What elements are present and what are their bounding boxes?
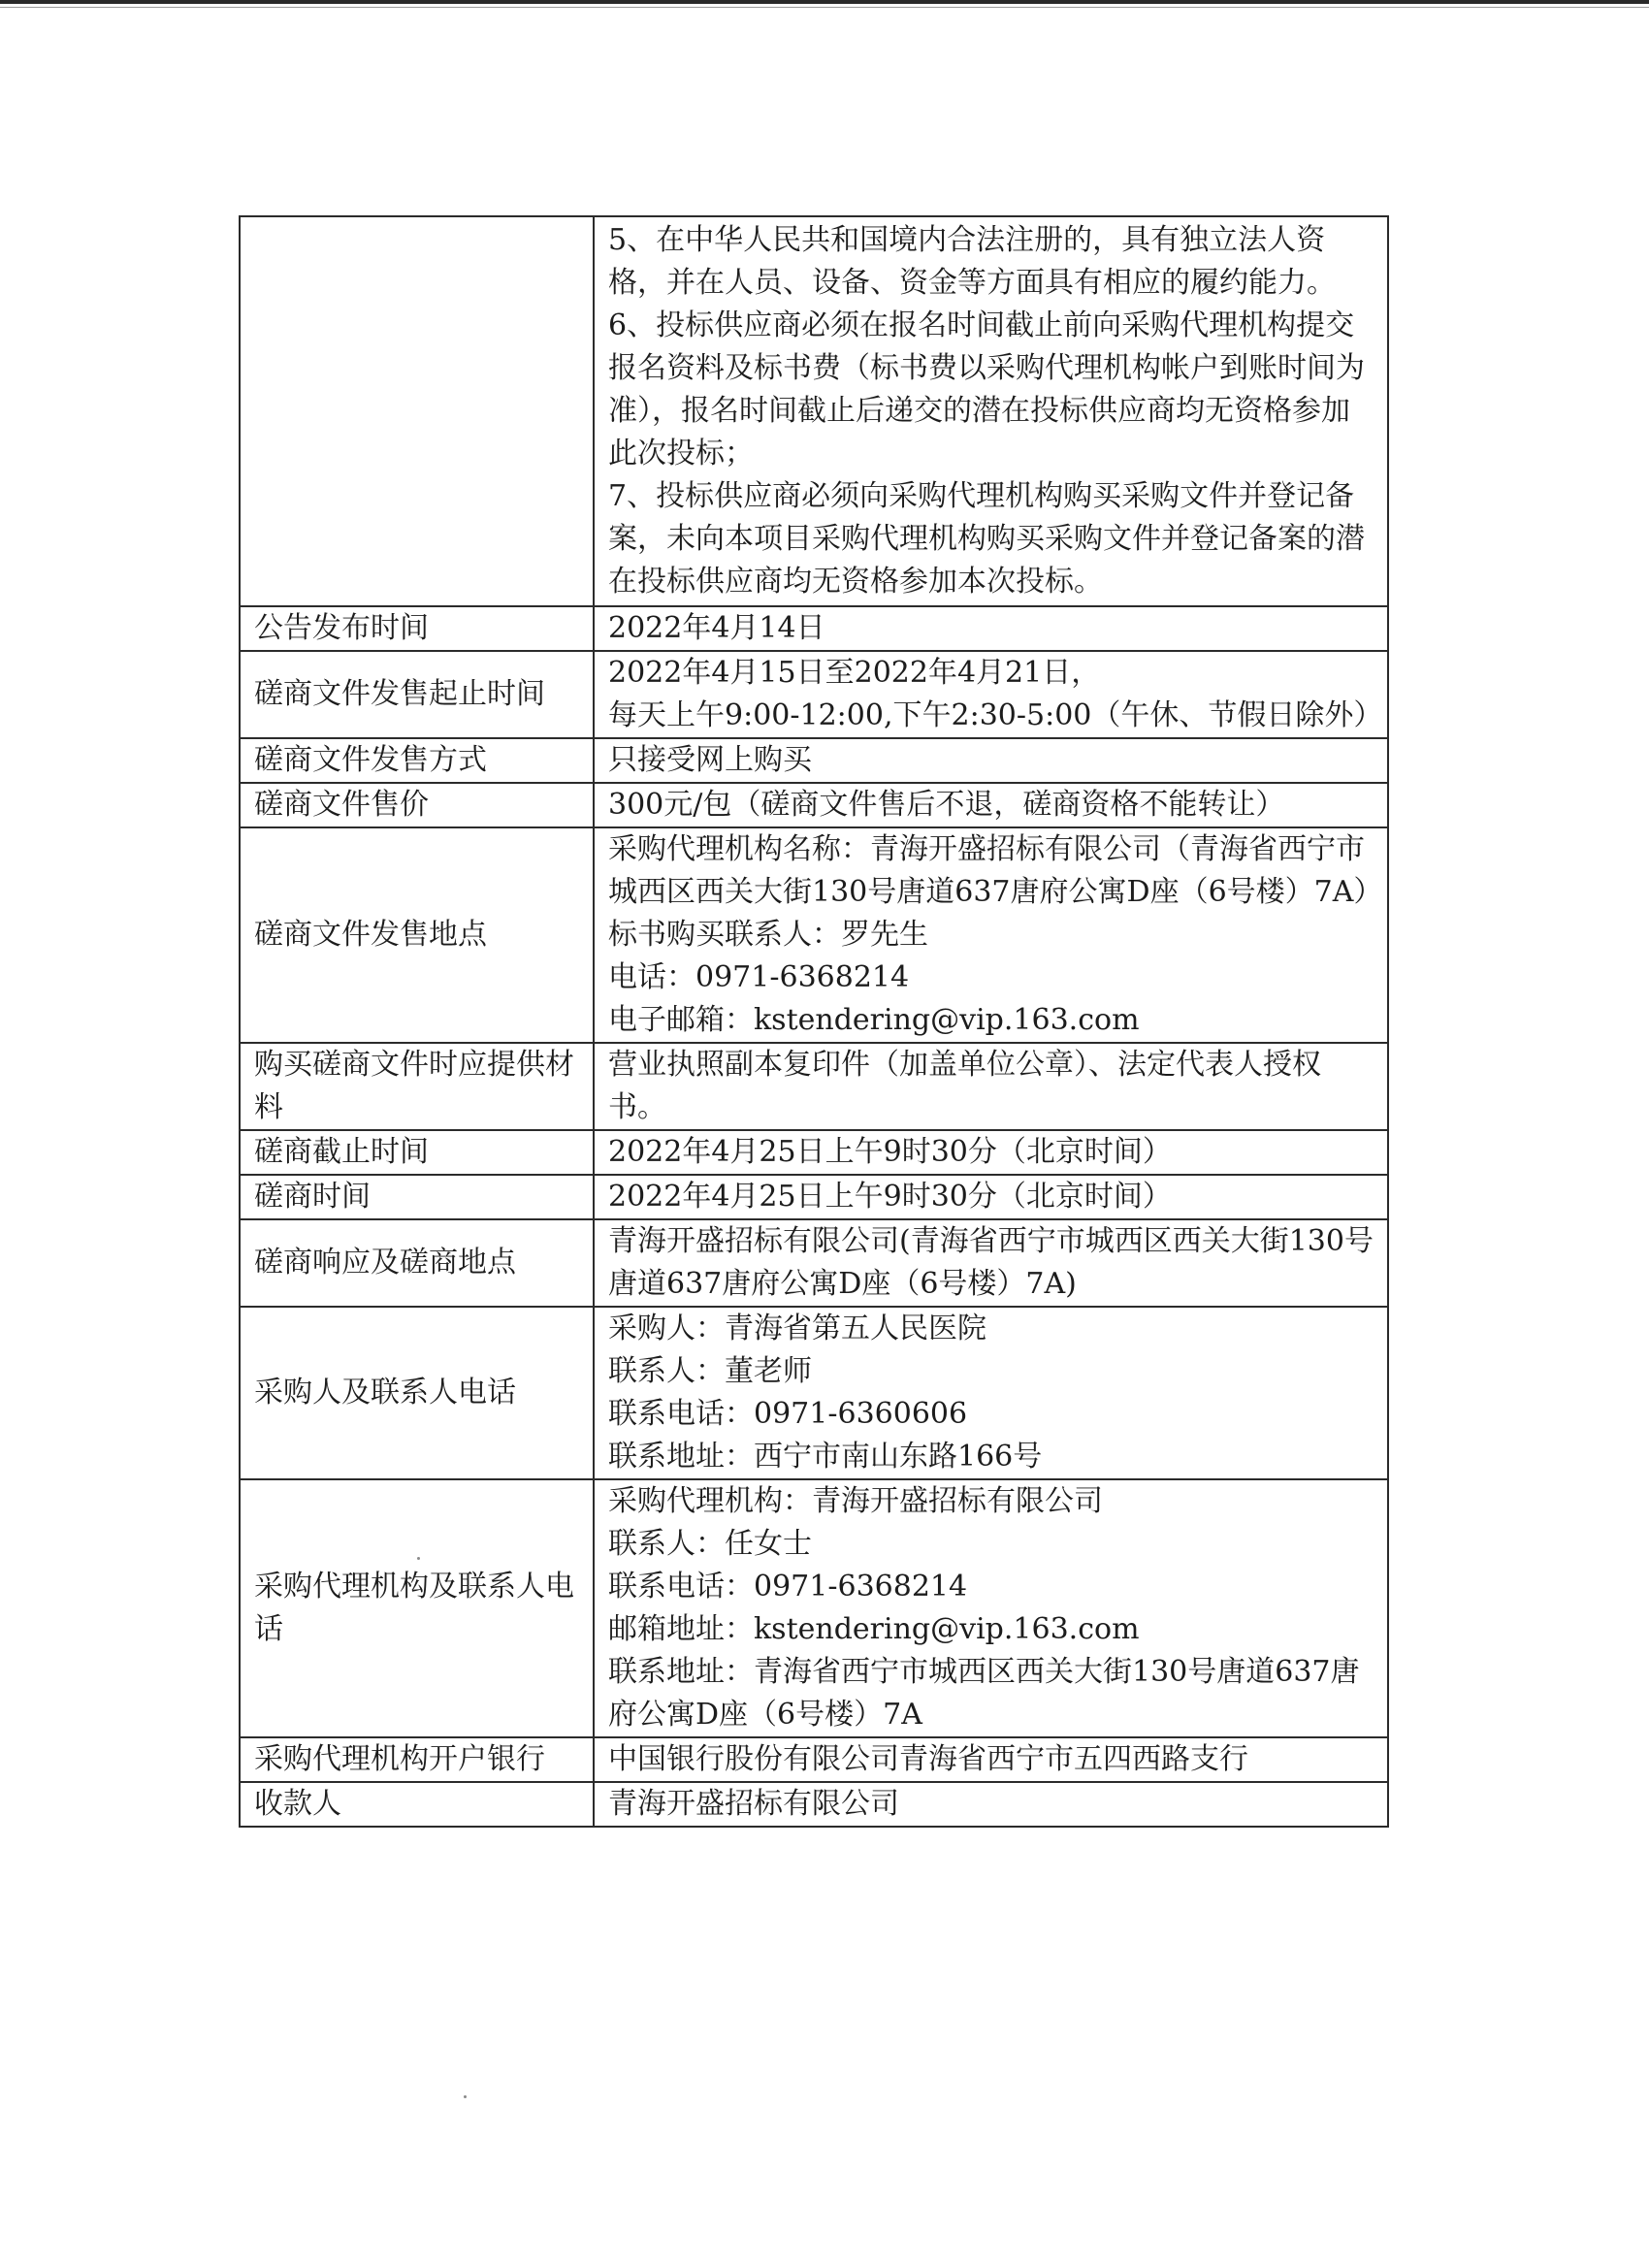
content-line: 每天上午9:00-12:00,下午2:30-5:00（午休、节假日除外）	[608, 698, 1383, 732]
row-label: 采购人及联系人电话	[240, 1307, 594, 1479]
scan-top-edge-shadow	[0, 7, 1649, 8]
row-content	[594, 651, 1388, 738]
content-line: 青海开盛招标有限公司(青海省西宁市城西区西关大街130号唐道637唐府公寓D座（6号楼）7A)	[608, 1224, 1374, 1301]
row-content	[594, 1219, 1388, 1307]
row-content	[594, 1737, 1388, 1782]
content-line: 采购代理机构名称：青海开盛招标有限公司（青海省西宁市城西区西关大街130号唐道637唐府公寓D座（6号楼）7A）	[608, 832, 1383, 909]
content-line: 联系地址：西宁市南山东路166号	[608, 1440, 1043, 1474]
row-content	[594, 1175, 1388, 1219]
table-row	[240, 1307, 1388, 1479]
row-content	[594, 606, 1388, 651]
table-row	[240, 606, 1388, 651]
row-content	[594, 1043, 1388, 1130]
row-content	[594, 1130, 1388, 1175]
content-line: 联系电话：0971-6368214	[608, 1570, 968, 1604]
content-line: 2022年4月25日上午9时30分（北京时间）	[608, 1135, 1172, 1169]
row-content	[594, 738, 1388, 783]
table-row	[240, 651, 1388, 738]
table-row	[240, 1737, 1388, 1782]
row-label: 购买磋商文件时应提供材料	[240, 1043, 594, 1130]
content-line: 2022年4月15日至2022年4月21日，	[608, 656, 1101, 690]
table-row	[240, 216, 1388, 606]
table-row	[240, 738, 1388, 783]
content-line: 采购代理机构：青海开盛招标有限公司	[608, 1484, 1103, 1518]
row-label	[240, 216, 594, 606]
content-line: 电子邮箱：kstendering@vip.163.com	[608, 1003, 1140, 1037]
row-label: 磋商响应及磋商地点	[240, 1219, 594, 1307]
content-line: 6、投标供应商必须在报名时间截止前向采购代理机构提交报名资料及标书费（标书费以采购代理机构帐户到账时间为准），报名时间截止后递交的潜在投标供应商均无资格参加此次投标；	[608, 308, 1365, 470]
row-label: 收款人	[240, 1782, 594, 1827]
content-line: 联系电话：0971-6360606	[608, 1397, 968, 1431]
table-row	[240, 1782, 1388, 1827]
row-content	[594, 783, 1388, 827]
row-content	[594, 1307, 1388, 1479]
table-row	[240, 1175, 1388, 1219]
row-label: 磋商文件发售方式	[240, 738, 594, 783]
content-line: 300元/包（磋商文件售后不退，磋商资格不能转让）	[608, 788, 1285, 822]
content-line: 邮箱地址：kstendering@vip.163.com	[608, 1612, 1140, 1646]
table-row	[240, 1130, 1388, 1175]
content-line: 2022年4月25日上午9时30分（北京时间）	[608, 1180, 1172, 1214]
row-content	[594, 827, 1388, 1043]
row-content	[594, 1782, 1388, 1827]
content-line: 7、投标供应商必须向采购代理机构购买采购文件并登记备案，未向本项目采购代理机构购买采购文件并登记备案的潜在投标供应商均无资格参加本次投标。	[608, 479, 1365, 599]
content-line: 采购人：青海省第五人民医院	[608, 1312, 986, 1345]
scan-top-edge	[0, 0, 1649, 4]
row-content	[594, 1479, 1388, 1737]
content-line: 标书购买联系人：罗先生	[608, 918, 928, 952]
tender-info-table	[239, 215, 1389, 1828]
content-line: 联系地址：青海省西宁市城西区西关大街130号唐道637唐府公寓D座（6号楼）7A	[608, 1655, 1360, 1732]
content-line: 中国银行股份有限公司青海省西宁市五四西路支行	[608, 1742, 1248, 1776]
scan-speck	[464, 2095, 467, 2098]
table-row	[240, 1219, 1388, 1307]
content-line: 青海开盛招标有限公司	[608, 1787, 899, 1821]
row-content	[594, 216, 1388, 606]
content-line: 联系人：任女士	[608, 1527, 812, 1561]
table-row	[240, 1479, 1388, 1737]
row-label: 磋商时间	[240, 1175, 594, 1219]
content-line: 2022年4月14日	[608, 611, 825, 645]
content-line: 营业执照副本复印件（加盖单位公章）、法定代表人授权书。	[608, 1048, 1321, 1124]
row-label: 磋商截止时间	[240, 1130, 594, 1175]
table-row	[240, 1043, 1388, 1130]
content-line: 联系人：董老师	[608, 1354, 812, 1388]
row-label: 采购代理机构及联系人电话	[240, 1479, 594, 1737]
table-row	[240, 827, 1388, 1043]
row-label: 公告发布时间	[240, 606, 594, 651]
row-label: 磋商文件发售起止时间	[240, 651, 594, 738]
row-label: 磋商文件售价	[240, 783, 594, 827]
content-line: 5、在中华人民共和国境内合法注册的，具有独立法人资格，并在人员、设备、资金等方面具有相应的履约能力。	[608, 223, 1336, 300]
content-line: 只接受网上购买	[608, 743, 812, 777]
row-label: 采购代理机构开户银行	[240, 1737, 594, 1782]
table-row	[240, 783, 1388, 827]
row-label: 磋商文件发售地点	[240, 827, 594, 1043]
content-line: 电话：0971-6368214	[608, 960, 910, 994]
